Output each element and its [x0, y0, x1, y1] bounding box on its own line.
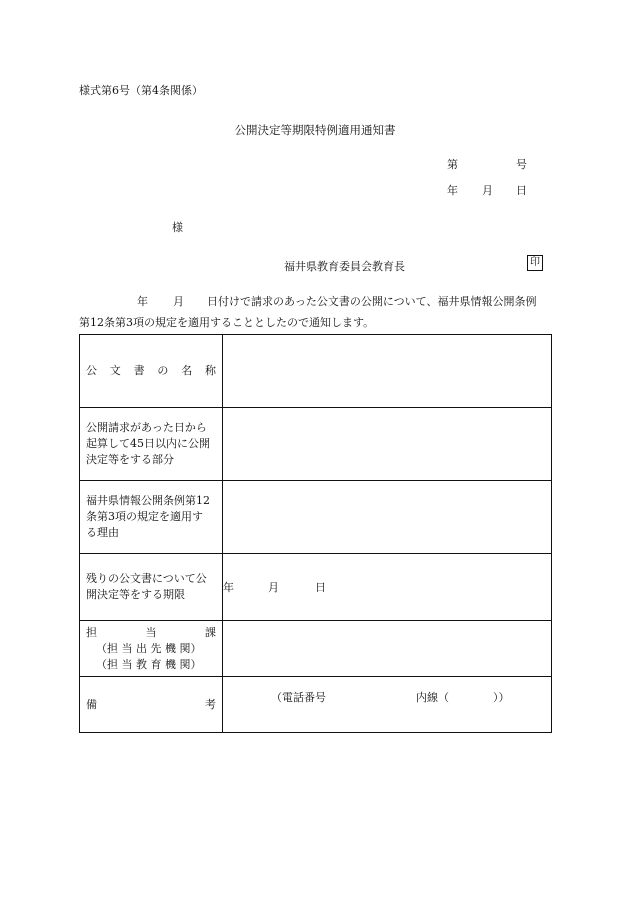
label-reason: 福井県情報公開条例第12 条第3項の規定を適用す る理由 [80, 481, 223, 554]
label-remarks: 備 考 [80, 677, 223, 733]
body-line-2: 第12条第3項の規定を適用することとしたので通知します。 [79, 316, 375, 329]
form-number-label: 様式第6号（第4条関係） [79, 84, 203, 97]
label-disclosure-part: 公開請求があった日から 起算して45日以内に公開 決定等をする部分 [80, 408, 223, 481]
document-number-suffix: 号 [516, 158, 527, 171]
value-remarks[interactable] [223, 677, 552, 733]
row-remarks [80, 677, 552, 733]
issue-date-day: 日 [516, 184, 527, 197]
body-line-1 [79, 293, 536, 309]
body-text: 日付けで請求のあった公文書の公開について、福井県情報公開条例 [207, 295, 537, 308]
body-month: 月 [173, 295, 184, 308]
phone-number-label: （電話番号 [271, 690, 326, 704]
extension-label: 内線（ ）） [416, 690, 510, 704]
value-deadline-date[interactable]: 年 月 日 [223, 554, 552, 621]
label-department: 担 当 課 （担 当 出 先 機 関） （担 当 教 育 機 関） [80, 621, 223, 677]
row-disclosure-part [80, 408, 552, 481]
document-title: 公開決定等期限特例適用通知書 [234, 123, 396, 137]
addressee-honorific: 様 [172, 221, 183, 234]
label-deadline: 残りの公文書について公 開決定等をする期限 [80, 554, 223, 621]
label-document-name: 公 文 書 の 名 称 [80, 335, 223, 408]
seal-stamp: 印 [527, 255, 543, 271]
value-disclosure-part[interactable] [223, 408, 552, 481]
row-department [80, 621, 552, 677]
document-number-prefix: 第 [447, 158, 458, 171]
body-year: 年 [137, 295, 148, 308]
value-department[interactable] [223, 621, 552, 704]
notice-table [79, 334, 552, 733]
sender-name: 福井県教育委員会教育長 [284, 260, 405, 273]
row-document-name [80, 335, 552, 408]
issue-date-month: 月 [482, 184, 493, 197]
value-reason[interactable] [223, 481, 552, 554]
row-reason [80, 481, 552, 554]
row-deadline [80, 554, 552, 621]
issue-date-year: 年 [447, 184, 458, 197]
value-document-name[interactable] [223, 335, 552, 408]
